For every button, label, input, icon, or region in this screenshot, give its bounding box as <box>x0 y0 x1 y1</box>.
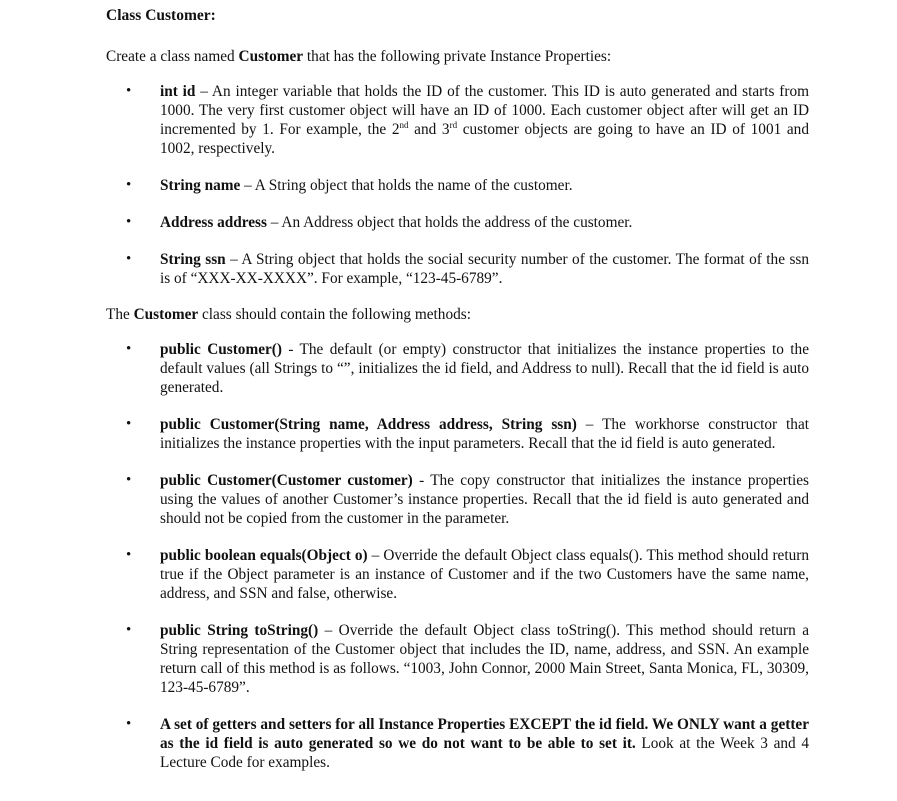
bullet-icon: • <box>126 251 132 267</box>
section-heading: Class Customer: <box>106 7 216 24</box>
method-signature: public Customer(Customer customer) <box>160 472 413 489</box>
method-signature: public Customer(String name, Address address, String ssn) <box>160 416 577 433</box>
bullet-icon: • <box>126 83 132 99</box>
property-description-mid: and 3 <box>408 121 450 138</box>
list-item <box>126 213 809 232</box>
methods-intro-pre: The <box>106 306 134 323</box>
bullet-icon: • <box>126 341 132 357</box>
list-item <box>126 340 809 397</box>
methods-intro <box>106 305 897 324</box>
intro-class-name: Customer <box>238 48 304 65</box>
list-item <box>126 471 809 528</box>
bullet-icon: • <box>126 472 132 488</box>
methods-intro-post: class should contain the following methods: <box>198 306 471 323</box>
bullet-icon: • <box>126 214 132 230</box>
list-item <box>126 176 809 195</box>
bullet-icon: • <box>126 416 132 432</box>
bullet-icon: • <box>126 547 132 563</box>
method-description: – The workhorse constructor that initializes the instance properties with the input parameters. Recall that the id field is auto generated. <box>160 416 809 452</box>
property-description: – An integer variable that holds the ID of the customer. This ID is auto generated and starts from 1000. The very first customer object will have an ID of 1000. Each customer object after will get an ID incremented by 1. For example, the 2 <box>160 83 809 138</box>
ordinal-suffix: rd <box>449 119 458 130</box>
bullet-icon: • <box>126 716 132 732</box>
property-description: – A String object that holds the name of the customer. <box>240 177 573 194</box>
property-signature: int id <box>160 83 196 100</box>
property-description: – An Address object that holds the address of the customer. <box>266 214 633 231</box>
method-signature: public boolean equals(Object o) <box>160 547 368 564</box>
method-description: – Override the default Object class equals(). This method should return true if the Object parameter is an instance of Customer and if the two Customers have the same name, address, and SSN and false, otherwise. <box>160 547 809 602</box>
method-description: - The default (or empty) constructor that initializes the instance properties to the default values (all Strings to “”, initializes the id field, and Address to null). Recall that the id field is auto generated. <box>160 341 809 396</box>
property-signature: String name <box>160 177 241 194</box>
method-signature: public Customer() <box>160 341 282 358</box>
list-item <box>126 82 809 158</box>
ordinal-suffix: nd <box>399 119 409 130</box>
method-signature: A set of getters and setters for all Instance Properties EXCEPT the id field. We ONLY want a getter as the id field is auto generated so we do not want to be able to set it. <box>160 716 809 752</box>
intro-text-post: that has the following private Instance Properties: <box>303 48 612 65</box>
properties-list <box>0 82 897 288</box>
list-item <box>126 250 809 288</box>
property-description-tail: customer objects are going to have an ID of 1001 and 1002, respectively. <box>160 121 809 157</box>
methods-list <box>0 340 897 772</box>
methods-intro-class-name: Customer <box>133 306 199 323</box>
list-item <box>126 415 809 453</box>
method-description: – Override the default Object class toString(). This method should return a String representation of the Customer object that includes the ID, name, address, and SSN. An example return call of this method is as follows. “1003, John Connor, 2000 Main Street, Santa Monica, FL, 30309, 123-45-6789”. <box>160 622 810 696</box>
method-description: Look at the Week 3 and 4 Lecture Code for examples. <box>160 735 809 771</box>
bullet-icon: • <box>126 177 132 193</box>
method-signature: public String toString() <box>160 622 319 639</box>
method-description: - The copy constructor that initializes the instance properties using the values of another Customer’s instance properties. Recall that the id field is auto generated and should not be copied from the customer in the parameter. <box>160 472 809 527</box>
bullet-icon: • <box>126 622 132 638</box>
list-item <box>126 621 810 697</box>
property-signature: Address address <box>160 214 267 231</box>
property-description: – A String object that holds the social security number of the customer. The format of the ssn is of “XXX-XX-XXXX”. For example, “123-45-6789”. <box>160 251 809 287</box>
intro-text-pre: Create a class named <box>106 48 239 65</box>
list-item <box>126 715 809 772</box>
property-signature: String ssn <box>160 251 226 268</box>
list-item <box>126 546 809 603</box>
properties-intro <box>106 47 897 66</box>
